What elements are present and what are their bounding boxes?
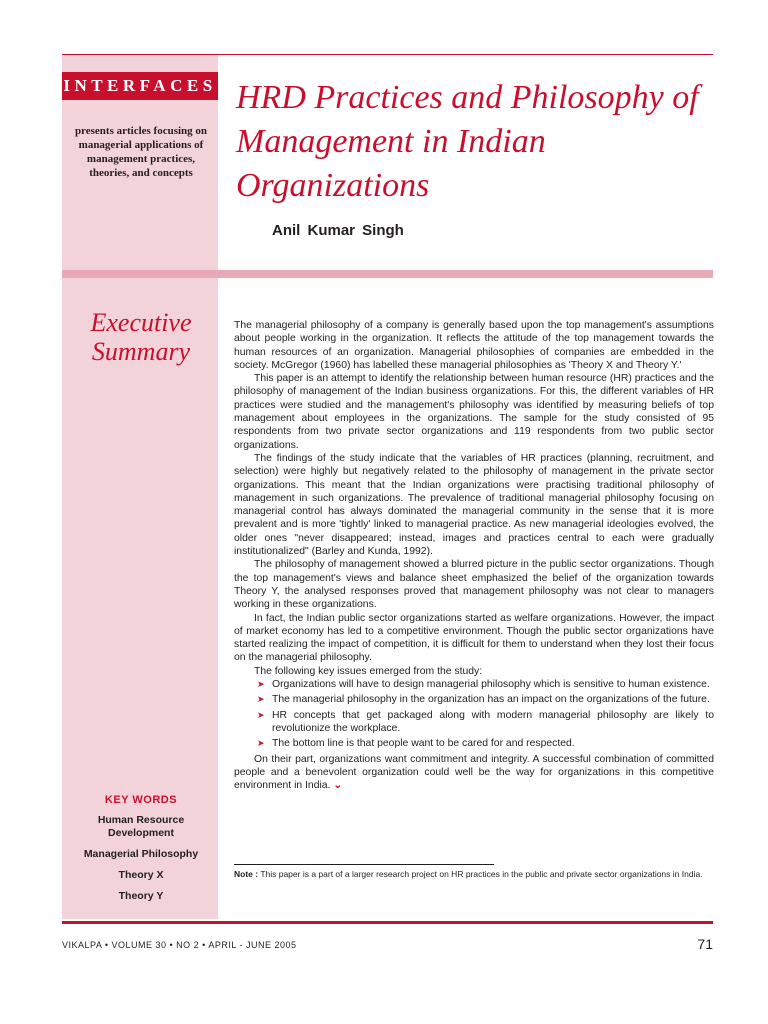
note-divider (234, 864, 494, 865)
bottom-rule (62, 921, 713, 924)
closing-text: On their part, organizations want commitment and integrity. A successful combination of committed people and a benevolent organization could well be the way for organizations in this competitive environment in India. (234, 753, 714, 792)
summary-paragraph: The findings of the study indicate that the variables of HR practices (planning, recruitment, and selection) were highly but negatively related to the philosophy of management in the private sector organizations. This meant that the Indian organizations were practising traditional philosophy of management in such organizations. The prevalence of traditional managerial philosophy focusing on managerial control has always dominated the managerial community in the sense that it is more prevalent and is more 'tightly' linked to managerial practice. As new managerial ideologies evolved, the older ones "never disappeared; instead, images and practices central to each were gradually institutionalized" (Barley and Kunda, 1992). (234, 452, 714, 558)
keywords-heading: KEY WORDS (104, 794, 178, 806)
keyword: Managerial Philosophy (83, 848, 199, 860)
footnote (234, 869, 714, 880)
summary-paragraph: This paper is an attempt to identify the relationship between human resource (HR) practices and the philosophy of management of the Indian business organizations. For this, the different variables of HR practices were studied and the management's philosophy was identified by measuring beliefs of top management about employees in the organizations. The sample for the study consisted of 95 respondents from two private sector organizations and 119 respondents from two public sector organizations. (234, 373, 714, 451)
header-divider-band (62, 270, 713, 278)
note-label: Note : (234, 869, 259, 879)
key-issue-item: ➤ The bottom line is that people want to be cared for and respected. (272, 737, 714, 750)
key-issue-item: ➤ The managerial philosophy in the organization has an impact on the organizations of the future. (272, 693, 714, 706)
keyword: Theory Y (118, 890, 164, 902)
executive-summary-heading-line2: Summary (91, 337, 191, 366)
summary-closing-paragraph (234, 753, 714, 793)
summary-paragraph: The following key issues emerged from the study: (254, 665, 483, 677)
keyword: Human Resource Development (97, 814, 185, 839)
summary-paragraph: The managerial philosophy of a company is generally based upon the top management's assumptions about people working in the organization. It reflects the attitude of the top management towards the human resources of an organization. Managerial philosophies of companies are embedded in the society. McGregor (1960) has labelled these managerial philosophies as 'Theory X and Theory Y.' (234, 320, 714, 371)
keywords-list (68, 814, 214, 911)
key-issue-item: ➤ HR concepts that get packaged along with modern managerial philosophy are likely to revolutionize the workplace. (272, 709, 714, 736)
key-issues-list (234, 678, 714, 750)
keyword: Theory X (118, 869, 164, 881)
summary-paragraph: In fact, the Indian public sector organizations started as welfare organizations. However, the impact of market economy has led to a competitive environment. Though the public sector organizations have started realizing the impact of competition, it is difficult for them to understand when they lost their focus on the managerial philosophy. (234, 612, 714, 664)
page-number: 71 (697, 936, 713, 952)
section-description: presents articles focusing on managerial applications of management practices, theories, and concepts (74, 125, 208, 179)
executive-summary-heading (68, 308, 214, 366)
summary-paragraph: The philosophy of management showed a blurred picture in the public sector organizations. Though the top management's views and balance sheet emphasized the belief of the organization towards Theory Y, the analysed responses proved that management philosophy was not clear to managers working in these organizations. (234, 559, 714, 611)
key-issue-item: ➤ Organizations will have to design managerial philosophy which is sensitive to human existence. (272, 678, 714, 691)
article-title: HRD Practices and Philosophy of Management in Indian Organizations (236, 79, 699, 204)
executive-summary-heading-line1: Executive (90, 308, 192, 337)
journal-footer: VIKALPA • VOLUME 30 • NO 2 • APRIL - JUNE 2005 (62, 940, 297, 950)
note-text: This paper is a part of a larger research project on HR practices in the public and private sector organizations in India. (260, 869, 703, 879)
executive-summary-body (234, 319, 714, 792)
end-mark-icon: ⌄ (333, 780, 343, 792)
section-brand: INTERFACES (62, 72, 218, 100)
article-author: Anil Kumar Singh (272, 222, 404, 239)
